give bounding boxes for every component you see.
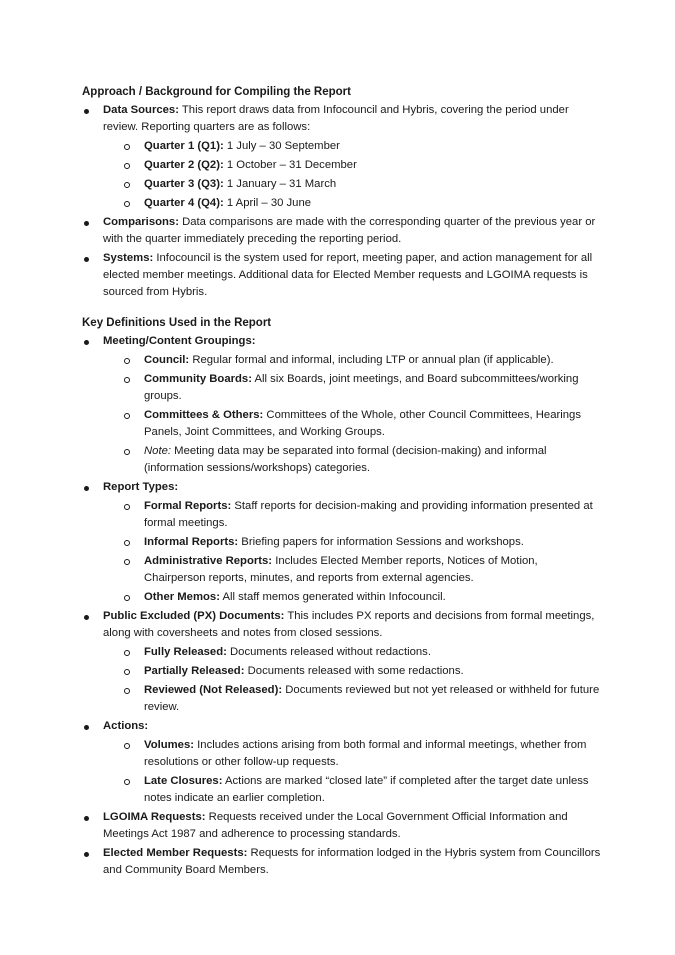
list-item bbox=[103, 737, 602, 771]
list-item bbox=[82, 333, 602, 477]
list-item bbox=[82, 214, 602, 248]
list-item bbox=[103, 157, 602, 174]
actions-list bbox=[103, 737, 602, 807]
item-term: Systems: bbox=[103, 252, 154, 264]
list-item bbox=[103, 352, 602, 369]
list-item bbox=[103, 176, 602, 193]
section-heading-definitions: Key Definitions Used in the Report bbox=[82, 317, 272, 329]
item-text: 1 October – 31 December bbox=[223, 159, 357, 171]
list-item bbox=[82, 718, 602, 807]
item-text: Documents released with some redactions. bbox=[244, 665, 464, 677]
item-text: Documents released without redactions. bbox=[226, 646, 431, 658]
item-term: Council: bbox=[144, 354, 190, 366]
item-text: Includes Elected Member reports, Notices of Motion, Chairperson reports, minutes, and reports from external agencies. bbox=[144, 555, 538, 584]
list-item bbox=[82, 845, 602, 879]
item-term: Partially Released: bbox=[144, 665, 245, 677]
item-term: Quarter 1 (Q1): bbox=[144, 140, 224, 152]
item-text: Data comparisons are made with the corresponding quarter of the previous year or with the quarter immediately preceding the reporting period. bbox=[103, 216, 596, 245]
list-item bbox=[103, 534, 602, 551]
report-types-list bbox=[103, 498, 602, 606]
item-term: Meeting/Content Groupings: bbox=[103, 335, 256, 347]
item-text: All six Boards, joint meetings, and Board subcommittees/working groups. bbox=[144, 373, 579, 402]
list-item bbox=[103, 644, 602, 661]
list-item bbox=[103, 138, 602, 155]
list-item bbox=[103, 773, 602, 807]
item-text: Committees of the Whole, other Council Committees, Hearings Panels, Joint Committees, and Working Groups. bbox=[144, 409, 581, 438]
list-item bbox=[103, 443, 602, 477]
approach-list bbox=[82, 102, 602, 301]
item-text: Briefing papers for information Sessions and workshops. bbox=[238, 536, 524, 548]
item-text: All staff memos generated within Infocouncil. bbox=[219, 591, 446, 603]
item-term: Quarter 3 (Q3): bbox=[144, 178, 224, 190]
item-term: Other Memos: bbox=[144, 591, 220, 603]
item-term: Quarter 4 (Q4): bbox=[144, 197, 224, 209]
item-text: Requests received under the Local Government Official Information and Meetings Act 1987 and adherence to processing standards. bbox=[103, 811, 568, 840]
item-text: 1 January – 31 March bbox=[223, 178, 337, 190]
item-text: 1 July – 30 September bbox=[223, 140, 340, 152]
item-term: Actions: bbox=[103, 720, 149, 732]
list-item bbox=[82, 608, 602, 716]
item-term: Community Boards: bbox=[144, 373, 252, 385]
item-term: Volumes: bbox=[144, 739, 195, 751]
item-text: Actions are marked “closed late” if completed after the target date unless notes indicate an earlier completion. bbox=[144, 775, 589, 804]
item-text: Includes actions arising from both formal and informal meetings, whether from resolutions or other follow-up requests. bbox=[144, 739, 587, 768]
list-item bbox=[82, 102, 602, 212]
item-term: LGOIMA Requests: bbox=[103, 811, 206, 823]
item-text: This includes PX reports and decisions from formal meetings, along with coversheets and notes from closed sessions. bbox=[103, 610, 595, 639]
item-text: Meeting data may be separated into formal (decision-making) and informal (information sessions/workshops) categories. bbox=[144, 445, 547, 474]
item-term: Formal Reports: bbox=[144, 500, 232, 512]
item-text: Requests for information lodged in the Hybris system from Councillors and Community Board Members. bbox=[103, 847, 601, 876]
item-term: Quarter 2 (Q2): bbox=[144, 159, 224, 171]
item-term: Committees & Others: bbox=[144, 409, 264, 421]
list-item bbox=[82, 809, 602, 843]
px-documents-list bbox=[103, 644, 602, 716]
item-term: Comparisons: bbox=[103, 216, 179, 228]
item-term: Elected Member Requests: bbox=[103, 847, 248, 859]
item-term: Data Sources: bbox=[103, 104, 179, 116]
item-term: Report Types: bbox=[103, 481, 179, 493]
document-page bbox=[82, 84, 602, 881]
list-item bbox=[82, 479, 602, 606]
list-item bbox=[103, 589, 602, 606]
list-item bbox=[103, 407, 602, 441]
item-term: Public Excluded (PX) Documents: bbox=[103, 610, 285, 622]
item-term: Fully Released: bbox=[144, 646, 227, 658]
item-text: Documents reviewed but not yet released or withheld for future review. bbox=[144, 684, 600, 713]
list-item bbox=[103, 682, 602, 716]
item-text: This report draws data from Infocouncil and Hybris, covering the period under review. Reporting quarters are as follows: bbox=[103, 104, 569, 133]
section-heading-approach: Approach / Background for Compiling the Report bbox=[82, 86, 351, 98]
list-item bbox=[82, 250, 602, 301]
item-text: Staff reports for decision-making and providing information presented at formal meetings. bbox=[144, 500, 593, 529]
note-label: Note: bbox=[144, 445, 172, 457]
item-term: Late Closures: bbox=[144, 775, 223, 787]
list-item bbox=[103, 371, 602, 405]
item-term: Reviewed (Not Released): bbox=[144, 684, 283, 696]
list-item bbox=[103, 663, 602, 680]
quarters-list bbox=[103, 138, 602, 212]
item-text: Regular formal and informal, including LTP or annual plan (if applicable). bbox=[189, 354, 554, 366]
item-term: Informal Reports: bbox=[144, 536, 239, 548]
groupings-list bbox=[103, 352, 602, 477]
definitions-list bbox=[82, 333, 602, 879]
item-text: Infocouncil is the system used for report, meeting paper, and action management for all elected member meetings. Additional data for Elected Member requests and LGOIMA requests is sourced from Hybris. bbox=[103, 252, 593, 298]
list-item bbox=[103, 498, 602, 532]
list-item bbox=[103, 195, 602, 212]
item-text: 1 April – 30 June bbox=[223, 197, 312, 209]
item-term: Administrative Reports: bbox=[144, 555, 273, 567]
list-item bbox=[103, 553, 602, 587]
